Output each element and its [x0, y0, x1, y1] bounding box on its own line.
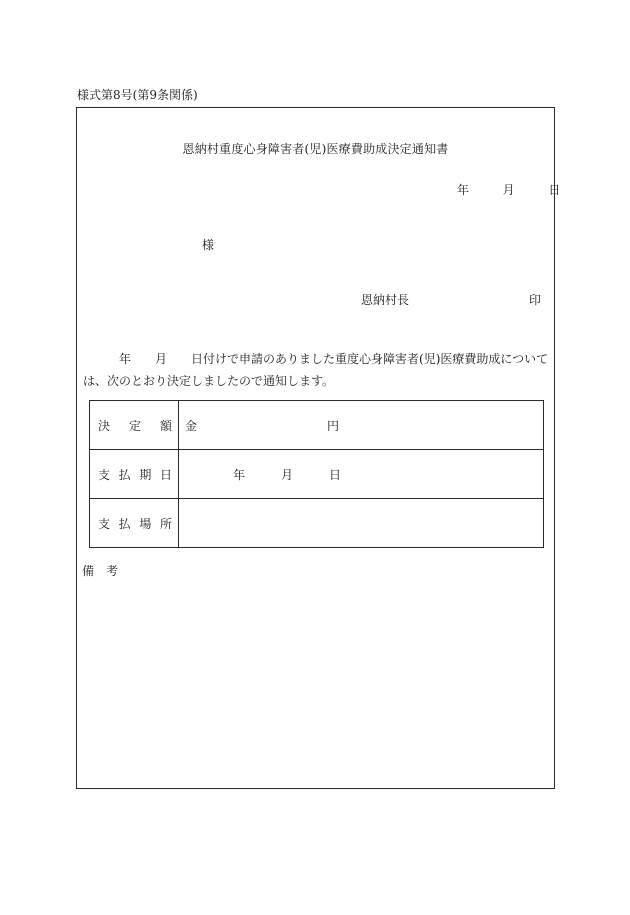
payment-place-value — [179, 499, 544, 548]
issuer-name: 恩納村長 — [361, 293, 410, 307]
payment-date-row — [90, 450, 544, 499]
body-text: 日付けで申請のありました重度心身障害者(児)医療費助成については、次のとおり決定しましたので通知します。 — [83, 352, 549, 388]
body-month: 月 — [155, 352, 168, 366]
amount-row — [90, 401, 544, 450]
notice-body — [83, 348, 549, 392]
addressee-suffix: 様 — [202, 238, 215, 252]
issue-date-year: 年 — [457, 183, 470, 197]
issue-date — [457, 181, 560, 198]
payment-month: 月 — [281, 468, 294, 482]
document-title: 恩納村重度心身障害者(児)医療費助成決定通知書 — [182, 142, 449, 156]
payment-place-label: 支 払 場 所 — [98, 516, 172, 531]
decision-table — [89, 400, 544, 548]
amount-label: 決 定 額 — [98, 418, 172, 433]
payment-place-row — [90, 499, 544, 548]
seal-mark: 印 — [529, 293, 542, 307]
issue-date-month: 月 — [502, 183, 515, 197]
notice-frame — [76, 107, 561, 789]
remarks-label: 備 考 — [82, 564, 119, 578]
form-number: 様式第8号(第9条関係) — [77, 88, 198, 102]
payment-day: 日 — [329, 468, 342, 482]
issue-date-day: 日 — [548, 183, 561, 197]
amount-unit: 円 — [327, 419, 340, 433]
amount-prefix: 金 — [185, 419, 198, 433]
body-year: 年 — [119, 352, 132, 366]
payment-date-value — [179, 450, 544, 499]
payment-date-label: 支 払 期 日 — [98, 467, 172, 482]
payment-year: 年 — [233, 468, 246, 482]
amount-value — [179, 401, 544, 450]
